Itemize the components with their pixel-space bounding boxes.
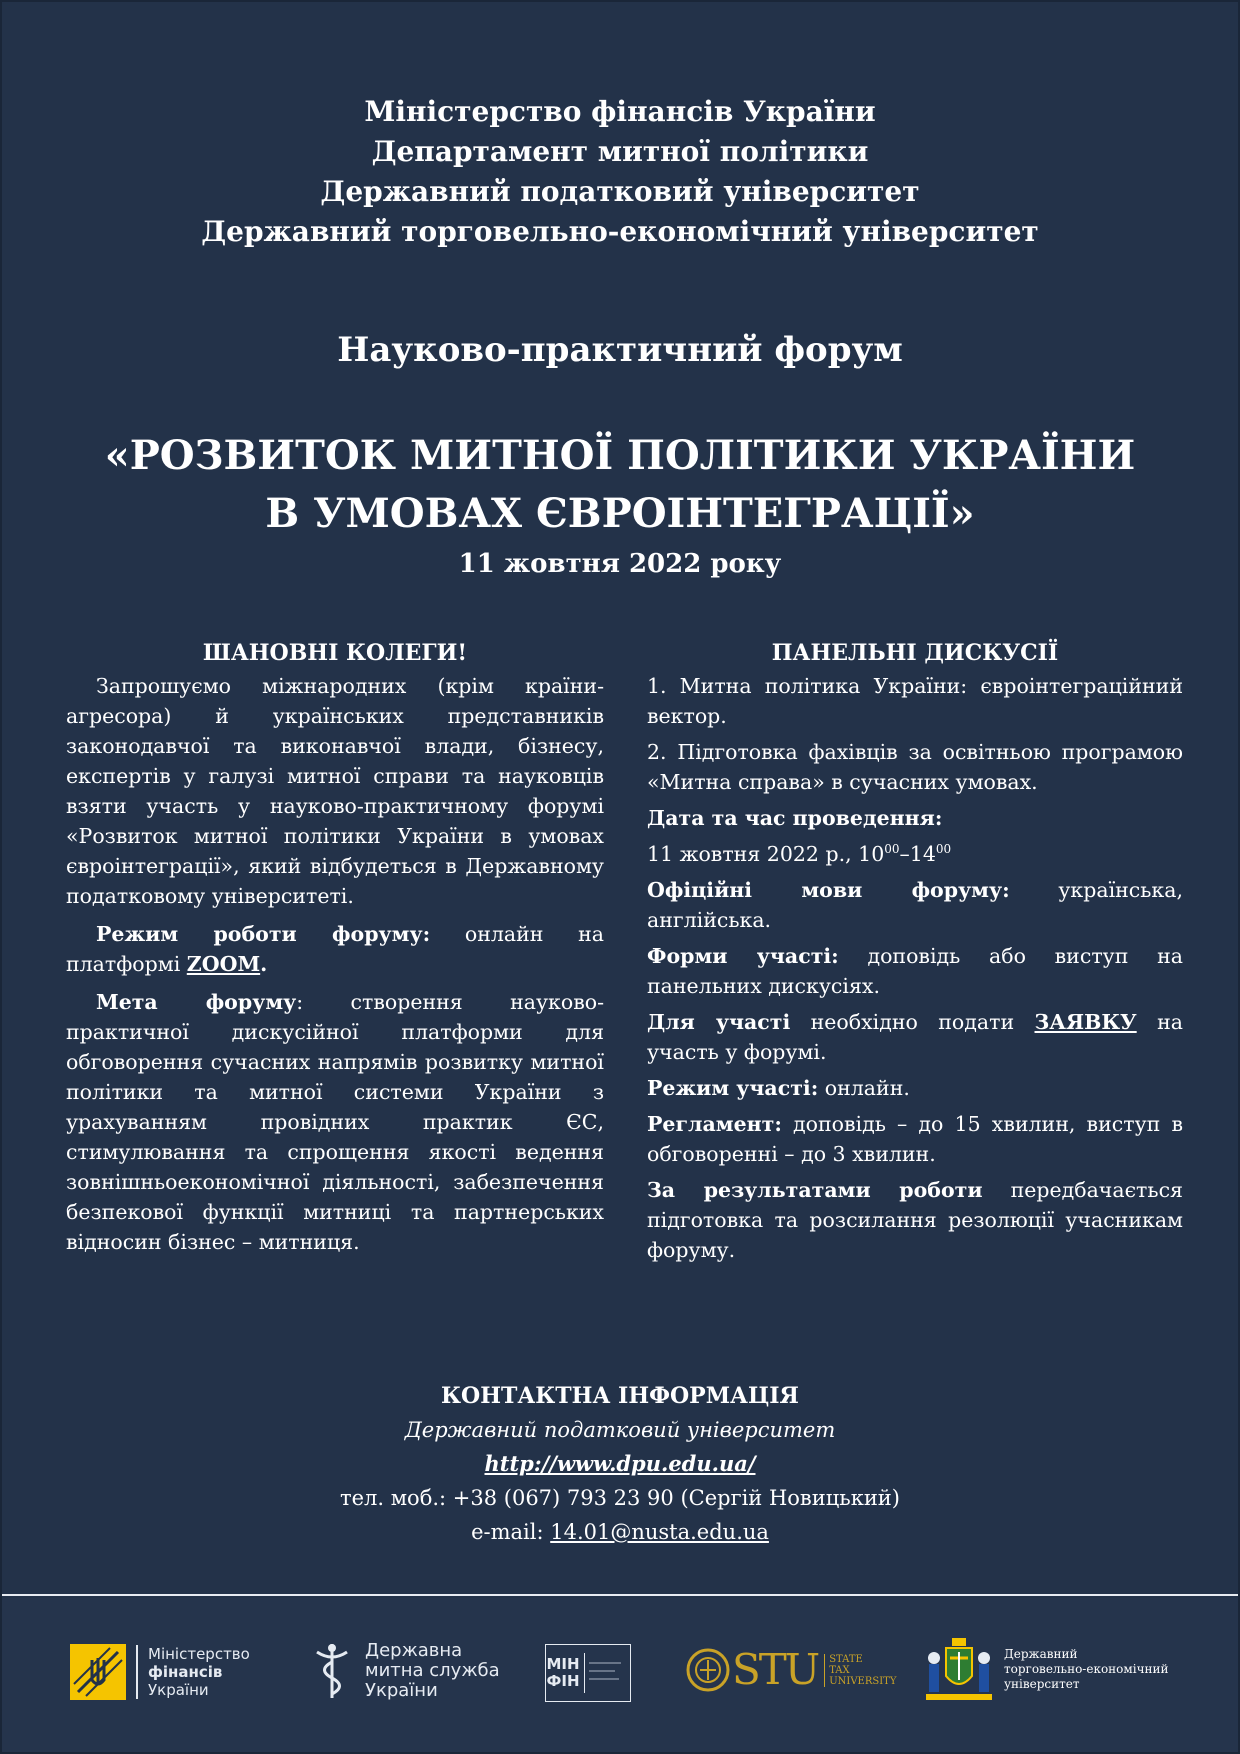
email-label: e-mail: (471, 1520, 551, 1544)
goal-text: : створення науково-практичної дискусійної платформи для обговорення сучасних напрямів розвитку митної політики та митної системи України з урахуванням провідних практик ЄС, стимулювання та спрощення якості ведення зовнішньоекономічної діяльності, забезпечення безпекової функції митниці та партнерських відносин бізнес – митниця. (66, 990, 604, 1254)
rules-text: доповідь – до 15 хвилин, виступ в обговоренні – до 3 хвилин. (647, 1112, 1183, 1166)
rules-label: Регламент: (647, 1112, 782, 1136)
minfin-line: Міністерство (148, 1645, 250, 1663)
organizer-line: Департамент митної політики (371, 135, 869, 168)
languages-paragraph (647, 875, 1183, 935)
organizer-line: Державний податковий університет (320, 175, 920, 208)
customs-emblem-icon (307, 1640, 357, 1702)
participation-paragraph (647, 1073, 1183, 1103)
forum-title (2, 427, 1238, 543)
contact-org: Державний податковий університет (404, 1418, 836, 1442)
customs-line: митна служба (365, 1660, 500, 1681)
university-coat-of-arms-icon (920, 1636, 998, 1702)
mode-end: . (260, 952, 268, 976)
datetime-date: 11 жовтня 2022 р., 10 (647, 842, 885, 866)
dpu-line: університет (1004, 1676, 1080, 1691)
footer-divider (2, 1594, 1238, 1596)
organizer-line: Міністерство фінансів України (364, 95, 876, 128)
right-column (647, 638, 1183, 1271)
datetime-sup: 00 (884, 842, 900, 857)
apply-text: на участь у форумі. (647, 1010, 1183, 1064)
stu-sub-line: TAX (829, 1664, 850, 1676)
datetime-end: –14 (899, 842, 936, 866)
customs-line: Державна (365, 1640, 463, 1661)
apply-label: Для участі (647, 1010, 791, 1034)
stu-seal-icon (686, 1648, 730, 1692)
minfin-logo (70, 1644, 250, 1700)
results-text: передбачається підготовка та розсилання резолюції учасникам форуму. (647, 1178, 1183, 1262)
website-link[interactable]: http://www.dpu.edu.ua/ (484, 1451, 756, 1476)
stu-wordmark: STU (732, 1645, 819, 1694)
rules-paragraph (647, 1109, 1183, 1169)
mode-label: Режим роботи форуму: (96, 922, 431, 946)
organizer-line: Державний торговельно-економічний університет (201, 215, 1039, 248)
zoom-link[interactable]: ZOOM (186, 952, 261, 976)
forum-title-line: «РОЗВИТОК МИТНОЇ ПОЛІТИКИ УКРАЇНИ (104, 432, 1136, 479)
datetime-sup: 00 (935, 842, 952, 857)
forum-label: Науково-практичний форум (337, 330, 903, 370)
dpu-line: Державний (1004, 1646, 1078, 1661)
apply-paragraph (647, 1007, 1183, 1067)
footer-logos (2, 1598, 1238, 1752)
goal-label: Мета форуму (96, 990, 297, 1014)
stu-sub-line: UNIVERSITY (829, 1675, 897, 1687)
left-column (66, 638, 604, 1265)
panel-item: 1. Митна політика України: євроінтеграційний вектор. (647, 674, 1183, 728)
forms-paragraph (647, 941, 1183, 1001)
customs-logo (307, 1640, 500, 1702)
languages-label: Офіційні мови форуму: (647, 878, 1010, 902)
greeting-heading: ШАНОВНІ КОЛЕГИ! (202, 640, 468, 666)
datetime-value (647, 839, 1183, 869)
panels-heading: ПАНЕЛЬНІ ДИСКУСІЇ (771, 640, 1059, 666)
contact-email-line (2, 1515, 1238, 1549)
panel-item: 2. Підготовка фахівців за освітньою програмою «Митна справа» в сучасних умовах. (647, 740, 1183, 794)
participation-text: онлайн. (818, 1076, 910, 1100)
goal-paragraph (66, 987, 604, 1257)
minfin-project-label: МІН ФІН (546, 1655, 580, 1690)
customs-line: України (365, 1680, 438, 1701)
languages-text: українська, англійська. (647, 878, 1183, 932)
email-link[interactable]: 14.01@nusta.edu.ua (550, 1520, 769, 1544)
stu-sub-line: STATE (829, 1653, 863, 1665)
forms-text: доповідь або виступ на панельних дискусіях. (647, 944, 1183, 998)
forum-title-line: В УМОВАХ ЄВРОІНТЕГРАЦІЇ» (265, 490, 975, 537)
stu-subtitle (824, 1654, 896, 1687)
mode-paragraph (66, 919, 604, 979)
contact-phone: тел. моб.: +38 (067) 793 23 90 (Сергій Новицький) (339, 1486, 901, 1510)
minfin-line: фінансів (148, 1663, 223, 1681)
stu-logo (686, 1645, 897, 1694)
participation-label: Режим участі: (647, 1076, 819, 1100)
datetime-label-text: Дата та час проведення: (647, 806, 943, 830)
contact-block (2, 1379, 1238, 1549)
forum-date: 11 жовтня 2022 року (458, 549, 782, 579)
trident-icon (70, 1644, 126, 1700)
application-link[interactable]: ЗАЯВКУ (1034, 1010, 1137, 1034)
intro-paragraph: Запрошуємо міжнародних (крім країни-агресора) й українських представників законодавчої та виконавчої влади, бізнесу, експертів у галузі митної справи та науковців взяти участь у науково-практичному форумі «Розвиток митної політики України в умовах євроінтеграції», який відбудеться в Державному податковому університеті. (66, 674, 604, 908)
minfin-logo-text (148, 1645, 250, 1699)
minfin-project-logo (545, 1644, 631, 1702)
contact-heading: КОНТАКТНА ІНФОРМАЦІЯ (441, 1383, 799, 1409)
dpu-line: торговельно-економічний (1004, 1661, 1169, 1676)
dpu-logo (920, 1636, 1169, 1702)
datetime-label (647, 803, 1183, 833)
minfin-line: України (148, 1681, 209, 1699)
minfin-project-mark (584, 1653, 630, 1693)
mode-text: онлайн на платформі (66, 922, 605, 976)
dpu-logo-text (1004, 1647, 1169, 1692)
apply-text: необхідно подати (790, 1010, 1035, 1034)
results-label: За результатами роботи (647, 1178, 983, 1202)
customs-logo-text (365, 1641, 500, 1701)
logo-separator (136, 1645, 138, 1699)
forms-label: Форми участі: (647, 944, 839, 968)
results-paragraph (647, 1175, 1183, 1265)
project-lines-icon (585, 1653, 629, 1693)
organizers (2, 92, 1238, 252)
